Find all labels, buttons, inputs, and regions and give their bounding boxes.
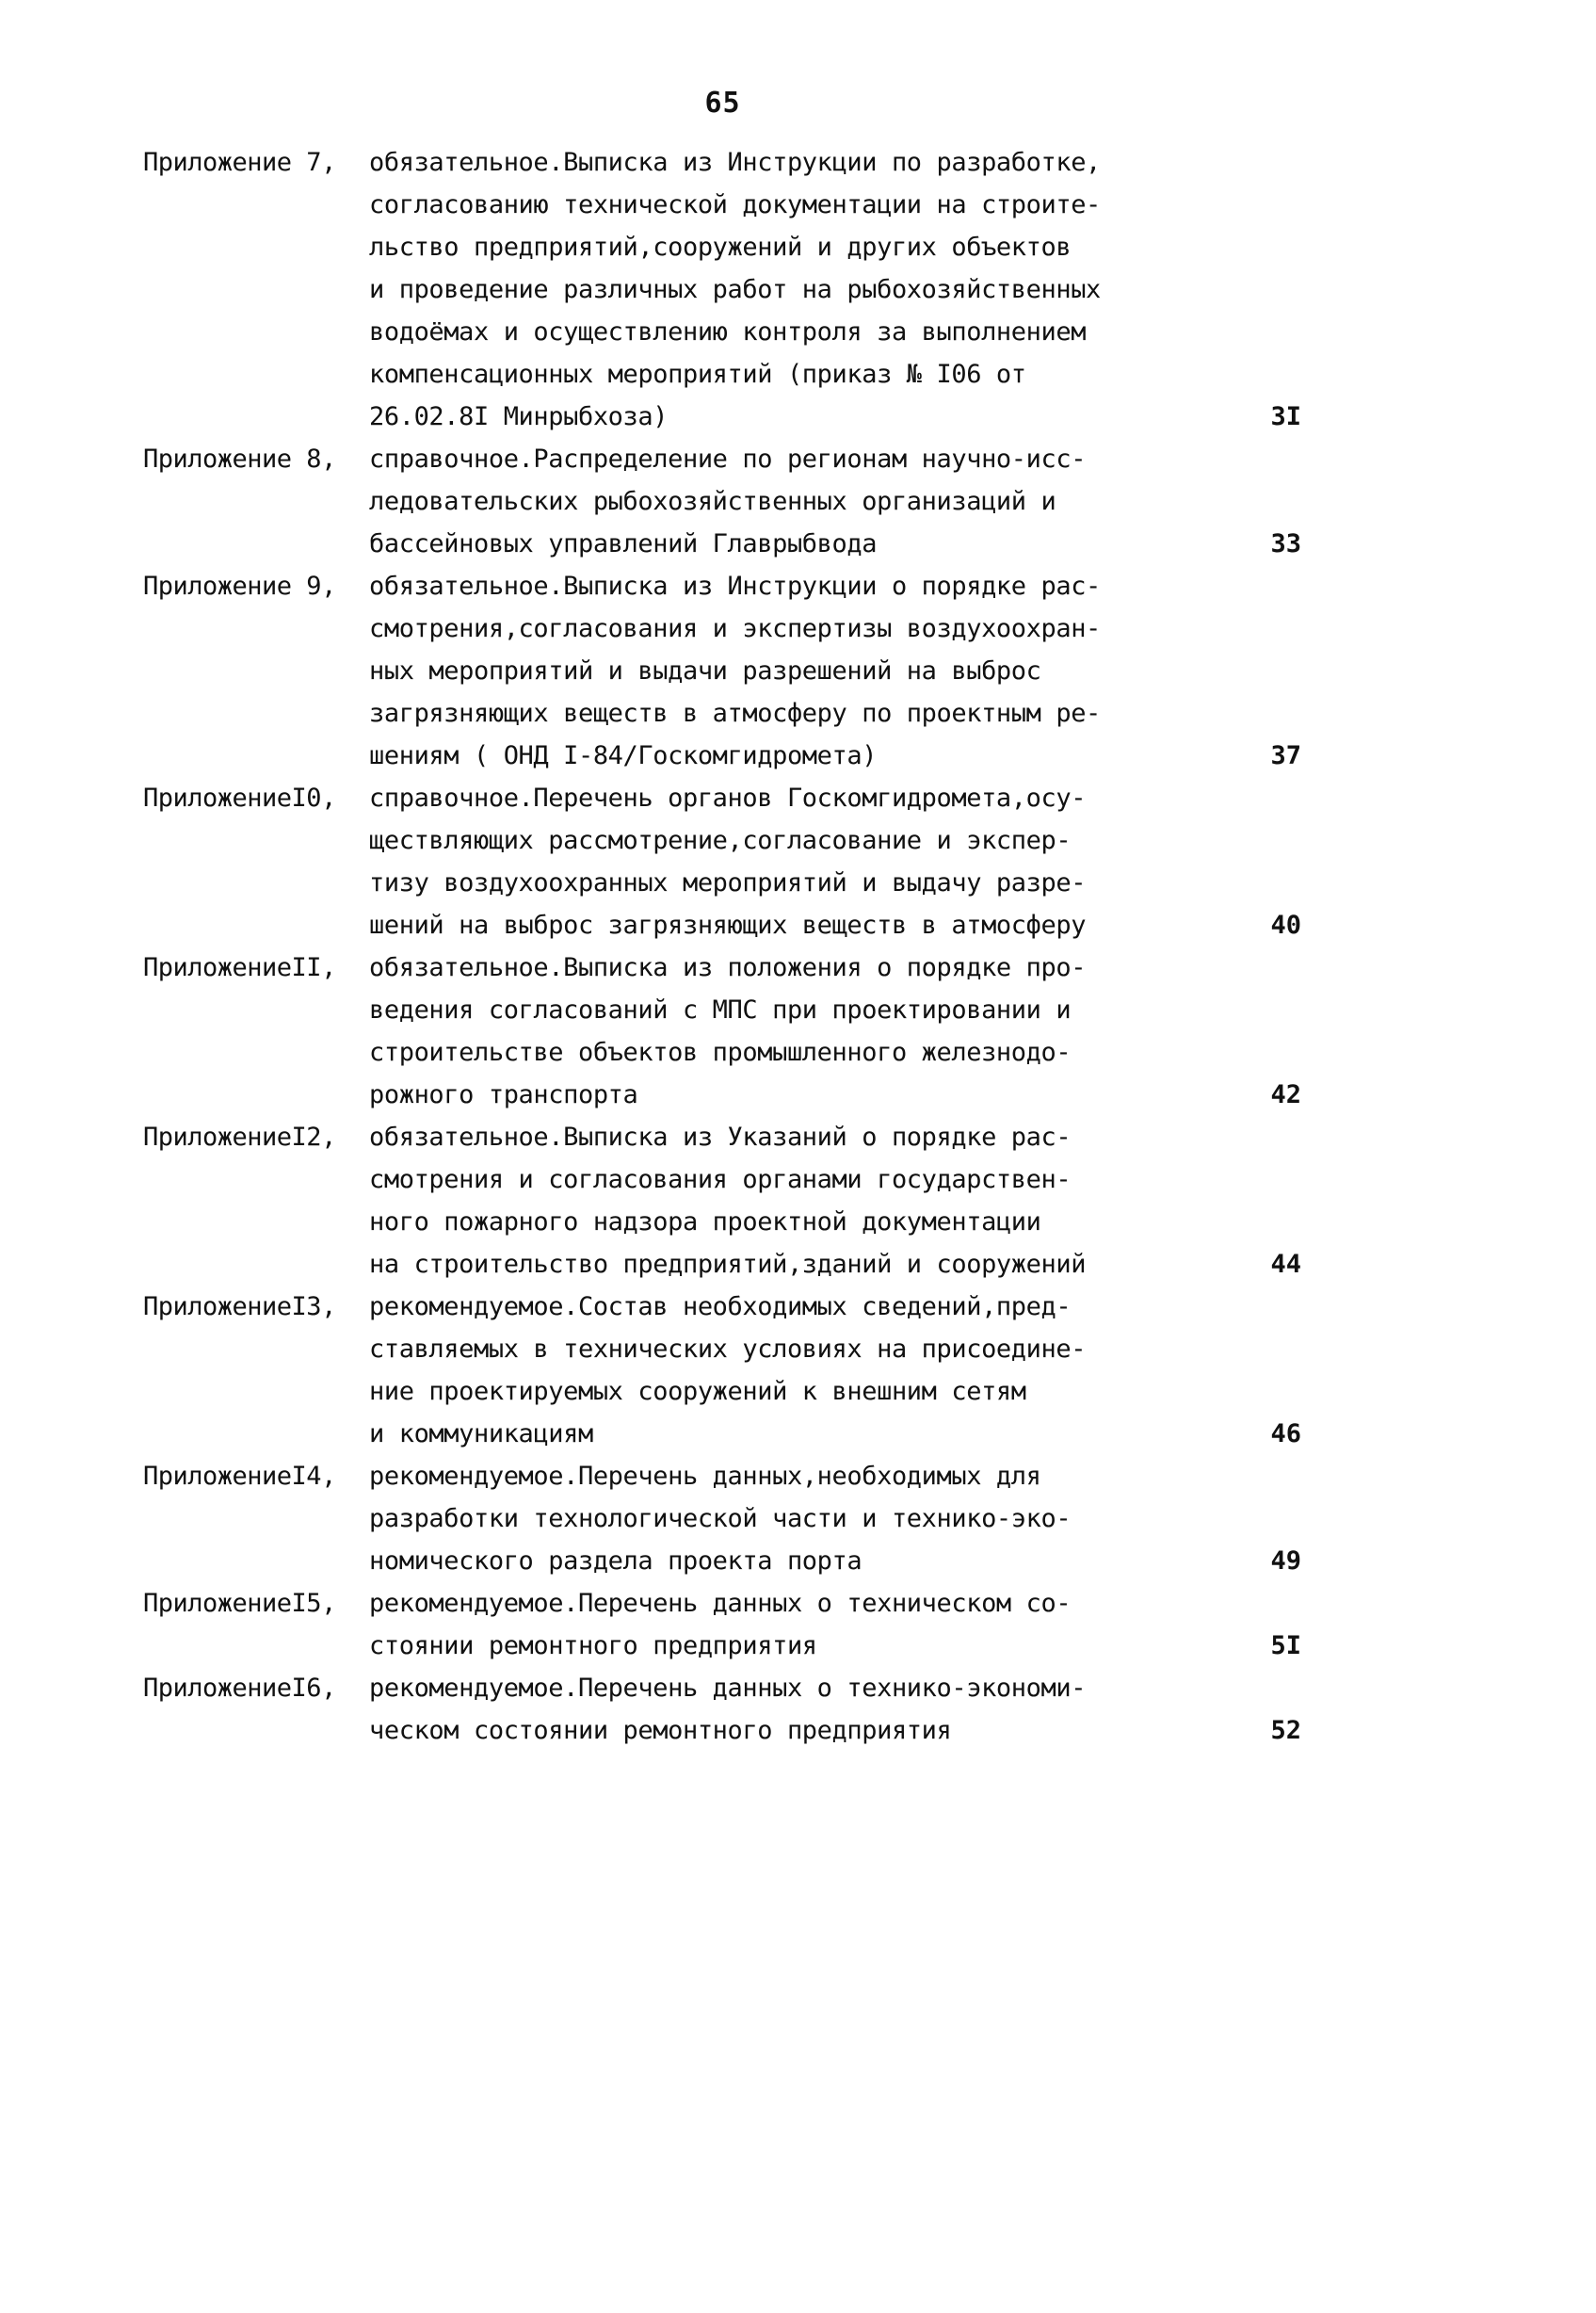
- appendix-entry: [143, 1116, 1358, 1286]
- description-line: на строительство предприятий,зданий и сооружений: [369, 1250, 1087, 1279]
- description-line: ных мероприятий и выдачи разрешений на выброс: [369, 656, 1041, 686]
- description-line: льство предприятий,сооружений и других объектов: [369, 233, 1072, 262]
- description-line: рекомендуемое.Перечень данных о техническом со-: [369, 1589, 1072, 1618]
- description-line: ние проектируемых сооружений к внешним сетям: [369, 1377, 1026, 1406]
- page-reference: 46: [1270, 1419, 1301, 1448]
- description-line: 26.02.8I Минрыбхоза): [369, 402, 669, 431]
- appendix-label: ПриложениеI0,: [143, 784, 336, 813]
- page-reference: 52: [1270, 1716, 1301, 1745]
- description-line: обязательное.Выписка из положения о порядке про-: [369, 953, 1087, 982]
- appendix-entry: [143, 777, 1358, 946]
- page-reference: 3I: [1270, 402, 1301, 431]
- appendix-entry: [143, 1286, 1358, 1455]
- page-reference: 40: [1270, 911, 1301, 940]
- appendix-label: ПриложениеI6,: [143, 1674, 336, 1703]
- description-line: справочное.Распределение по регионам научно-исс-: [369, 445, 1087, 474]
- description-line: стоянии ремонтного предприятия: [369, 1631, 817, 1660]
- description-line: строительстве объектов промышленного железнодо-: [369, 1038, 1072, 1067]
- appendix-entry: [143, 946, 1358, 1116]
- description-line: тизу воздухоохранных мероприятий и выдачу разре-: [369, 868, 1087, 898]
- description-line: и коммуникациям: [369, 1419, 593, 1448]
- description-line: обязательное.Выписка из Указаний о порядке рас-: [369, 1123, 1072, 1152]
- appendix-list: [143, 141, 1358, 1752]
- appendix-entry: [143, 1582, 1358, 1667]
- appendix-description: [369, 946, 1245, 1116]
- description-line: и проведение различных работ на рыбохозяйственных: [369, 275, 1101, 304]
- description-line: ставляемых в технических условиях на присоедине-: [369, 1334, 1087, 1364]
- description-line: шениям ( ОНД I-84/Госкомгидромета): [369, 741, 878, 770]
- page-reference: 33: [1270, 529, 1301, 558]
- description-line: водоёмах и осуществлению контроля за выполнением: [369, 317, 1087, 347]
- appendix-entry: [143, 141, 1358, 438]
- appendix-label: Приложение 7,: [143, 148, 336, 177]
- page-number: 65: [704, 87, 741, 120]
- appendix-description: [369, 438, 1245, 565]
- description-line: рекомендуемое.Состав необходимых сведений,пред-: [369, 1292, 1072, 1321]
- page-reference: 37: [1270, 741, 1301, 770]
- appendix-entry: [143, 438, 1358, 565]
- description-line: ведения согласований с МПС при проектировании и: [369, 995, 1072, 1025]
- page-reference: 42: [1270, 1080, 1301, 1109]
- appendix-description: [369, 1286, 1245, 1455]
- appendix-description: [369, 141, 1245, 438]
- description-line: ледовательских рыбохозяйственных организаций и: [369, 487, 1056, 516]
- description-line: номического раздела проекта порта: [369, 1546, 862, 1576]
- description-line: согласованию технической документации на строите-: [369, 190, 1101, 219]
- appendix-entry: [143, 1455, 1358, 1582]
- appendix-label: Приложение 8,: [143, 445, 336, 474]
- page-reference: 44: [1270, 1250, 1301, 1279]
- appendix-description: [369, 1116, 1245, 1286]
- description-line: компенсационных мероприятий (приказ № I06 от: [369, 360, 1026, 389]
- description-line: загрязняющих веществ в атмосферу по проектным ре-: [369, 699, 1101, 728]
- description-line: ного пожарного надзора проектной документации: [369, 1207, 1041, 1237]
- appendix-entry: [143, 565, 1358, 777]
- appendix-description: [369, 1667, 1245, 1752]
- appendix-label: Приложение 9,: [143, 572, 336, 601]
- appendix-label: ПриложениеI3,: [143, 1292, 336, 1321]
- appendix-label: ПриложениеI4,: [143, 1462, 336, 1491]
- description-line: бассейновых управлений Главрыбвода: [369, 529, 878, 558]
- page-reference: 5I: [1270, 1631, 1301, 1660]
- appendix-description: [369, 777, 1245, 946]
- description-line: ществляющих рассмотрение,согласование и экспер-: [369, 826, 1072, 855]
- appendix-description: [369, 1582, 1245, 1667]
- description-line: шений на выброс загрязняющих веществ в атмосферу: [369, 911, 1087, 940]
- description-line: рекомендуемое.Перечень данных,необходимых для: [369, 1462, 1041, 1491]
- description-line: обязательное.Выписка из Инструкции по разработке,: [369, 148, 1101, 177]
- page-reference: 49: [1270, 1546, 1301, 1576]
- description-line: смотрения,согласования и экспертизы воздухоохран-: [369, 614, 1101, 643]
- appendix-label: ПриложениеI2,: [143, 1123, 336, 1152]
- appendix-label: ПриложениеI5,: [143, 1589, 336, 1618]
- appendix-label: ПриложениеII,: [143, 953, 336, 982]
- description-line: справочное.Перечень органов Госкомгидромета,осу-: [369, 784, 1087, 813]
- description-line: рожного транспорта: [369, 1080, 638, 1109]
- description-line: обязательное.Выписка из Инструкции о порядке рас-: [369, 572, 1101, 601]
- appendix-entry: [143, 1667, 1358, 1752]
- description-line: разработки технологической части и технико-эко-: [369, 1504, 1072, 1533]
- description-line: ческом состоянии ремонтного предприятия: [369, 1716, 952, 1745]
- appendix-description: [369, 565, 1245, 777]
- appendix-description: [369, 1455, 1245, 1582]
- description-line: рекомендуемое.Перечень данных о технико-экономи-: [369, 1674, 1087, 1703]
- description-line: смотрения и согласования органами государствен-: [369, 1165, 1072, 1194]
